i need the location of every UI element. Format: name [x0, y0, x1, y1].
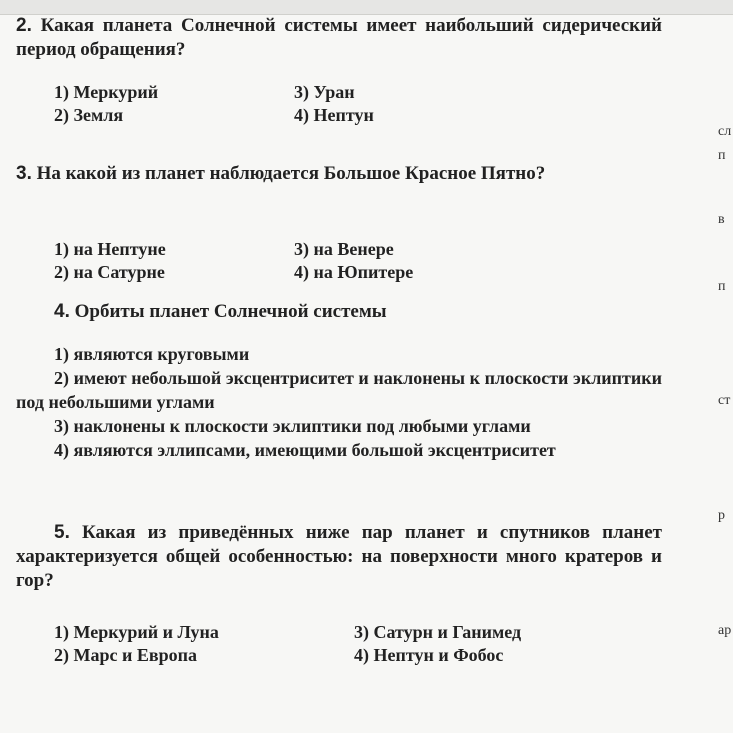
question-body: На какой из планет наблюдается Большое Красное Пятно?	[36, 163, 546, 184]
answer-option: 3) наклонены к плоскости эклиптики под любыми углами	[54, 416, 531, 436]
question-3-text	[16, 162, 662, 186]
top-edge	[0, 0, 733, 15]
answer-option: 4) на Юпитере	[294, 262, 414, 282]
question-number: 5.	[54, 522, 70, 543]
question-body: Какая планета Солнечной системы имеет наибольший сидерический период обращения?	[16, 15, 662, 60]
answer-option: 1) Меркурий	[54, 82, 159, 102]
answer-option: 4) являются эллипсами, имеющими большой эксцентриситет	[54, 440, 556, 460]
answer-option: 3) Сатурн и Ганимед	[354, 622, 522, 642]
question-2	[16, 14, 662, 125]
answer-option: 2) имеют небольшой эксцентриситет и наклонены к плоскости эклиптики под небольшими углами	[16, 368, 662, 412]
answer-option: 2) Марс и Европа	[54, 645, 197, 665]
answer-options	[16, 342, 662, 462]
question-number: 4.	[54, 301, 70, 322]
answer-options	[54, 81, 662, 127]
answer-option: 4) Нептун	[294, 105, 374, 125]
question-4	[16, 300, 662, 460]
answer-option: 3) Уран	[294, 82, 355, 102]
right-margin-fragments	[714, 0, 733, 733]
question-2-text	[16, 14, 662, 62]
margin-fragment: ар	[718, 623, 732, 638]
question-3	[16, 162, 662, 282]
margin-fragment: в	[718, 212, 725, 227]
answer-options	[54, 238, 662, 284]
answer-options	[54, 621, 662, 667]
question-5-text	[16, 521, 662, 593]
answer-option: 1) на Нептуне	[54, 239, 166, 259]
question-number: 3.	[16, 163, 32, 184]
answer-option: 2) на Сатурне	[54, 262, 165, 282]
margin-fragment: п	[718, 279, 726, 294]
question-number: 2.	[16, 15, 32, 36]
answer-option: 2) Земля	[54, 105, 124, 125]
margin-fragment: р	[718, 508, 725, 523]
margin-fragment: п	[718, 148, 726, 163]
margin-fragment: ст	[718, 393, 731, 408]
question-body: Какая из приведённых ниже пар планет и спутников планет характеризуется общей особенностью: на поверхности много кратеров и гор?	[16, 522, 662, 591]
answer-option: 1) Меркурий и Луна	[54, 622, 219, 642]
question-4-text	[16, 300, 662, 324]
answer-option: 1) являются круговыми	[54, 344, 250, 364]
question-body: Орбиты планет Солнечной системы	[74, 301, 387, 322]
question-5	[16, 521, 662, 665]
answer-option: 3) на Венере	[294, 239, 394, 259]
answer-option: 4) Нептун и Фобос	[354, 645, 504, 665]
margin-fragment: сл	[718, 124, 732, 139]
